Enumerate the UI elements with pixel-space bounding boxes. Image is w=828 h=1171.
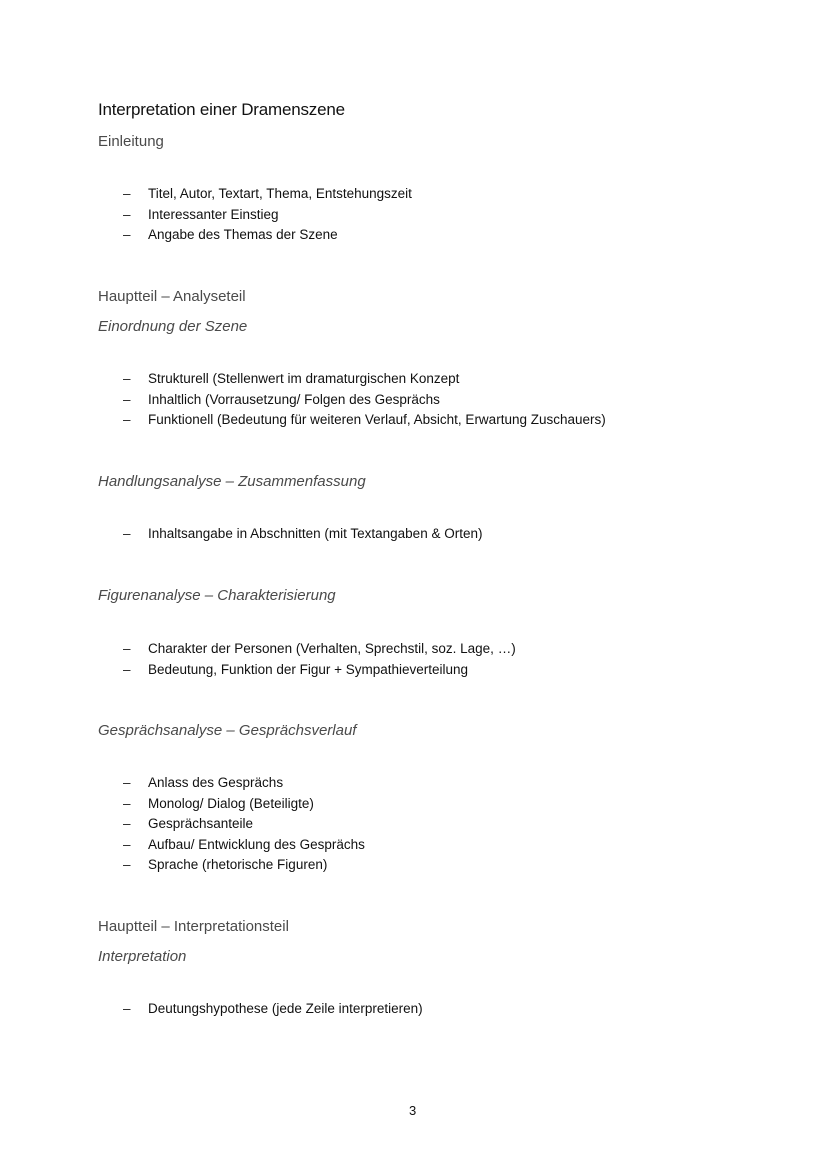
list-item — [98, 835, 365, 856]
section-heading-interpretationsteil: Hauptteil – Interpretationsteil — [98, 918, 289, 935]
section-heading-einleitung: Einleitung — [98, 133, 164, 150]
list-item — [98, 184, 412, 205]
subheading-gespraechsanalyse: Gesprächsanalyse – Gesprächsverlauf — [98, 722, 357, 739]
list-item — [98, 999, 423, 1020]
handlung-list — [98, 524, 482, 545]
list-item-text: Angabe des Themas der Szene — [148, 227, 338, 242]
dash-bullet: – — [123, 186, 131, 201]
dash-bullet: – — [123, 816, 131, 831]
list-item-text: Interessanter Einstieg — [148, 206, 279, 222]
list-item — [98, 410, 606, 431]
list-item-text: Monolog/ Dialog (Beteiligte) — [148, 795, 314, 811]
list-item-text: Anlass des Gesprächs — [148, 775, 284, 790]
list-item — [98, 639, 516, 660]
subheading-interpretation: Interpretation — [98, 948, 187, 965]
page-number: 3 — [409, 1103, 417, 1118]
dash-bullet: – — [123, 775, 131, 790]
list-item-text: Funktionell (Bedeutung für weiteren Verlauf, Absicht, Erwartung Zuschauers) — [148, 412, 606, 427]
list-item — [98, 814, 365, 835]
dash-bullet: – — [123, 391, 131, 407]
list-item — [98, 524, 482, 545]
list-item-text: Inhaltlich (Vorrausetzung/ Folgen des Gesprächs — [148, 391, 440, 407]
dash-bullet: – — [123, 661, 131, 677]
list-item-text: Strukturell (Stellenwert im dramaturgischen Konzept — [148, 371, 460, 386]
dash-bullet: – — [123, 641, 131, 656]
list-item — [98, 660, 516, 681]
list-item-text: Aufbau/ Entwicklung des Gesprächs — [148, 836, 365, 852]
list-item — [98, 855, 365, 876]
list-item-text: Charakter der Personen (Verhalten, Sprechstil, soz. Lage, …) — [148, 641, 516, 656]
dash-bullet: – — [123, 227, 131, 242]
list-item — [98, 794, 365, 815]
list-item-text: Bedeutung, Funktion der Figur + Sympathieverteilung — [148, 661, 469, 677]
list-item-text: Inhaltsangabe in Abschnitten (mit Textangaben & Orten) — [148, 526, 483, 541]
section-heading-analyseteil: Hauptteil – Analyseteil — [98, 288, 246, 305]
subheading-handlungsanalyse: Handlungsanalyse – Zusammenfassung — [98, 473, 366, 490]
list-item — [98, 369, 606, 390]
dash-bullet: – — [123, 836, 131, 852]
dash-bullet: – — [123, 1001, 131, 1016]
list-item — [98, 390, 606, 411]
dash-bullet: – — [123, 371, 131, 386]
document-title: Interpretation einer Dramenszene — [98, 100, 345, 119]
list-item-text: Deutungshypothese (jede Zeile interpretieren) — [148, 1001, 423, 1016]
figuren-list — [98, 639, 516, 680]
list-item-text: Sprache (rhetorische Figuren) — [148, 857, 328, 872]
list-item — [98, 773, 365, 794]
list-item — [98, 205, 412, 226]
dash-bullet: – — [123, 795, 131, 811]
einleitung-list — [98, 184, 412, 246]
gespraech-list — [98, 773, 365, 876]
dash-bullet: – — [123, 526, 131, 541]
subheading-einordnung: Einordnung der Szene — [98, 318, 248, 335]
subheading-figurenanalyse: Figurenanalyse – Charakterisierung — [98, 587, 336, 604]
einordnung-list — [98, 369, 606, 431]
list-item-text: Gesprächsanteile — [148, 816, 254, 831]
dash-bullet: – — [123, 412, 131, 427]
list-item — [98, 225, 412, 246]
dash-bullet: – — [123, 206, 131, 222]
dash-bullet: – — [123, 857, 131, 872]
interpretation-list — [98, 999, 423, 1020]
list-item-text: Titel, Autor, Textart, Thema, Entstehungszeit — [148, 186, 412, 201]
